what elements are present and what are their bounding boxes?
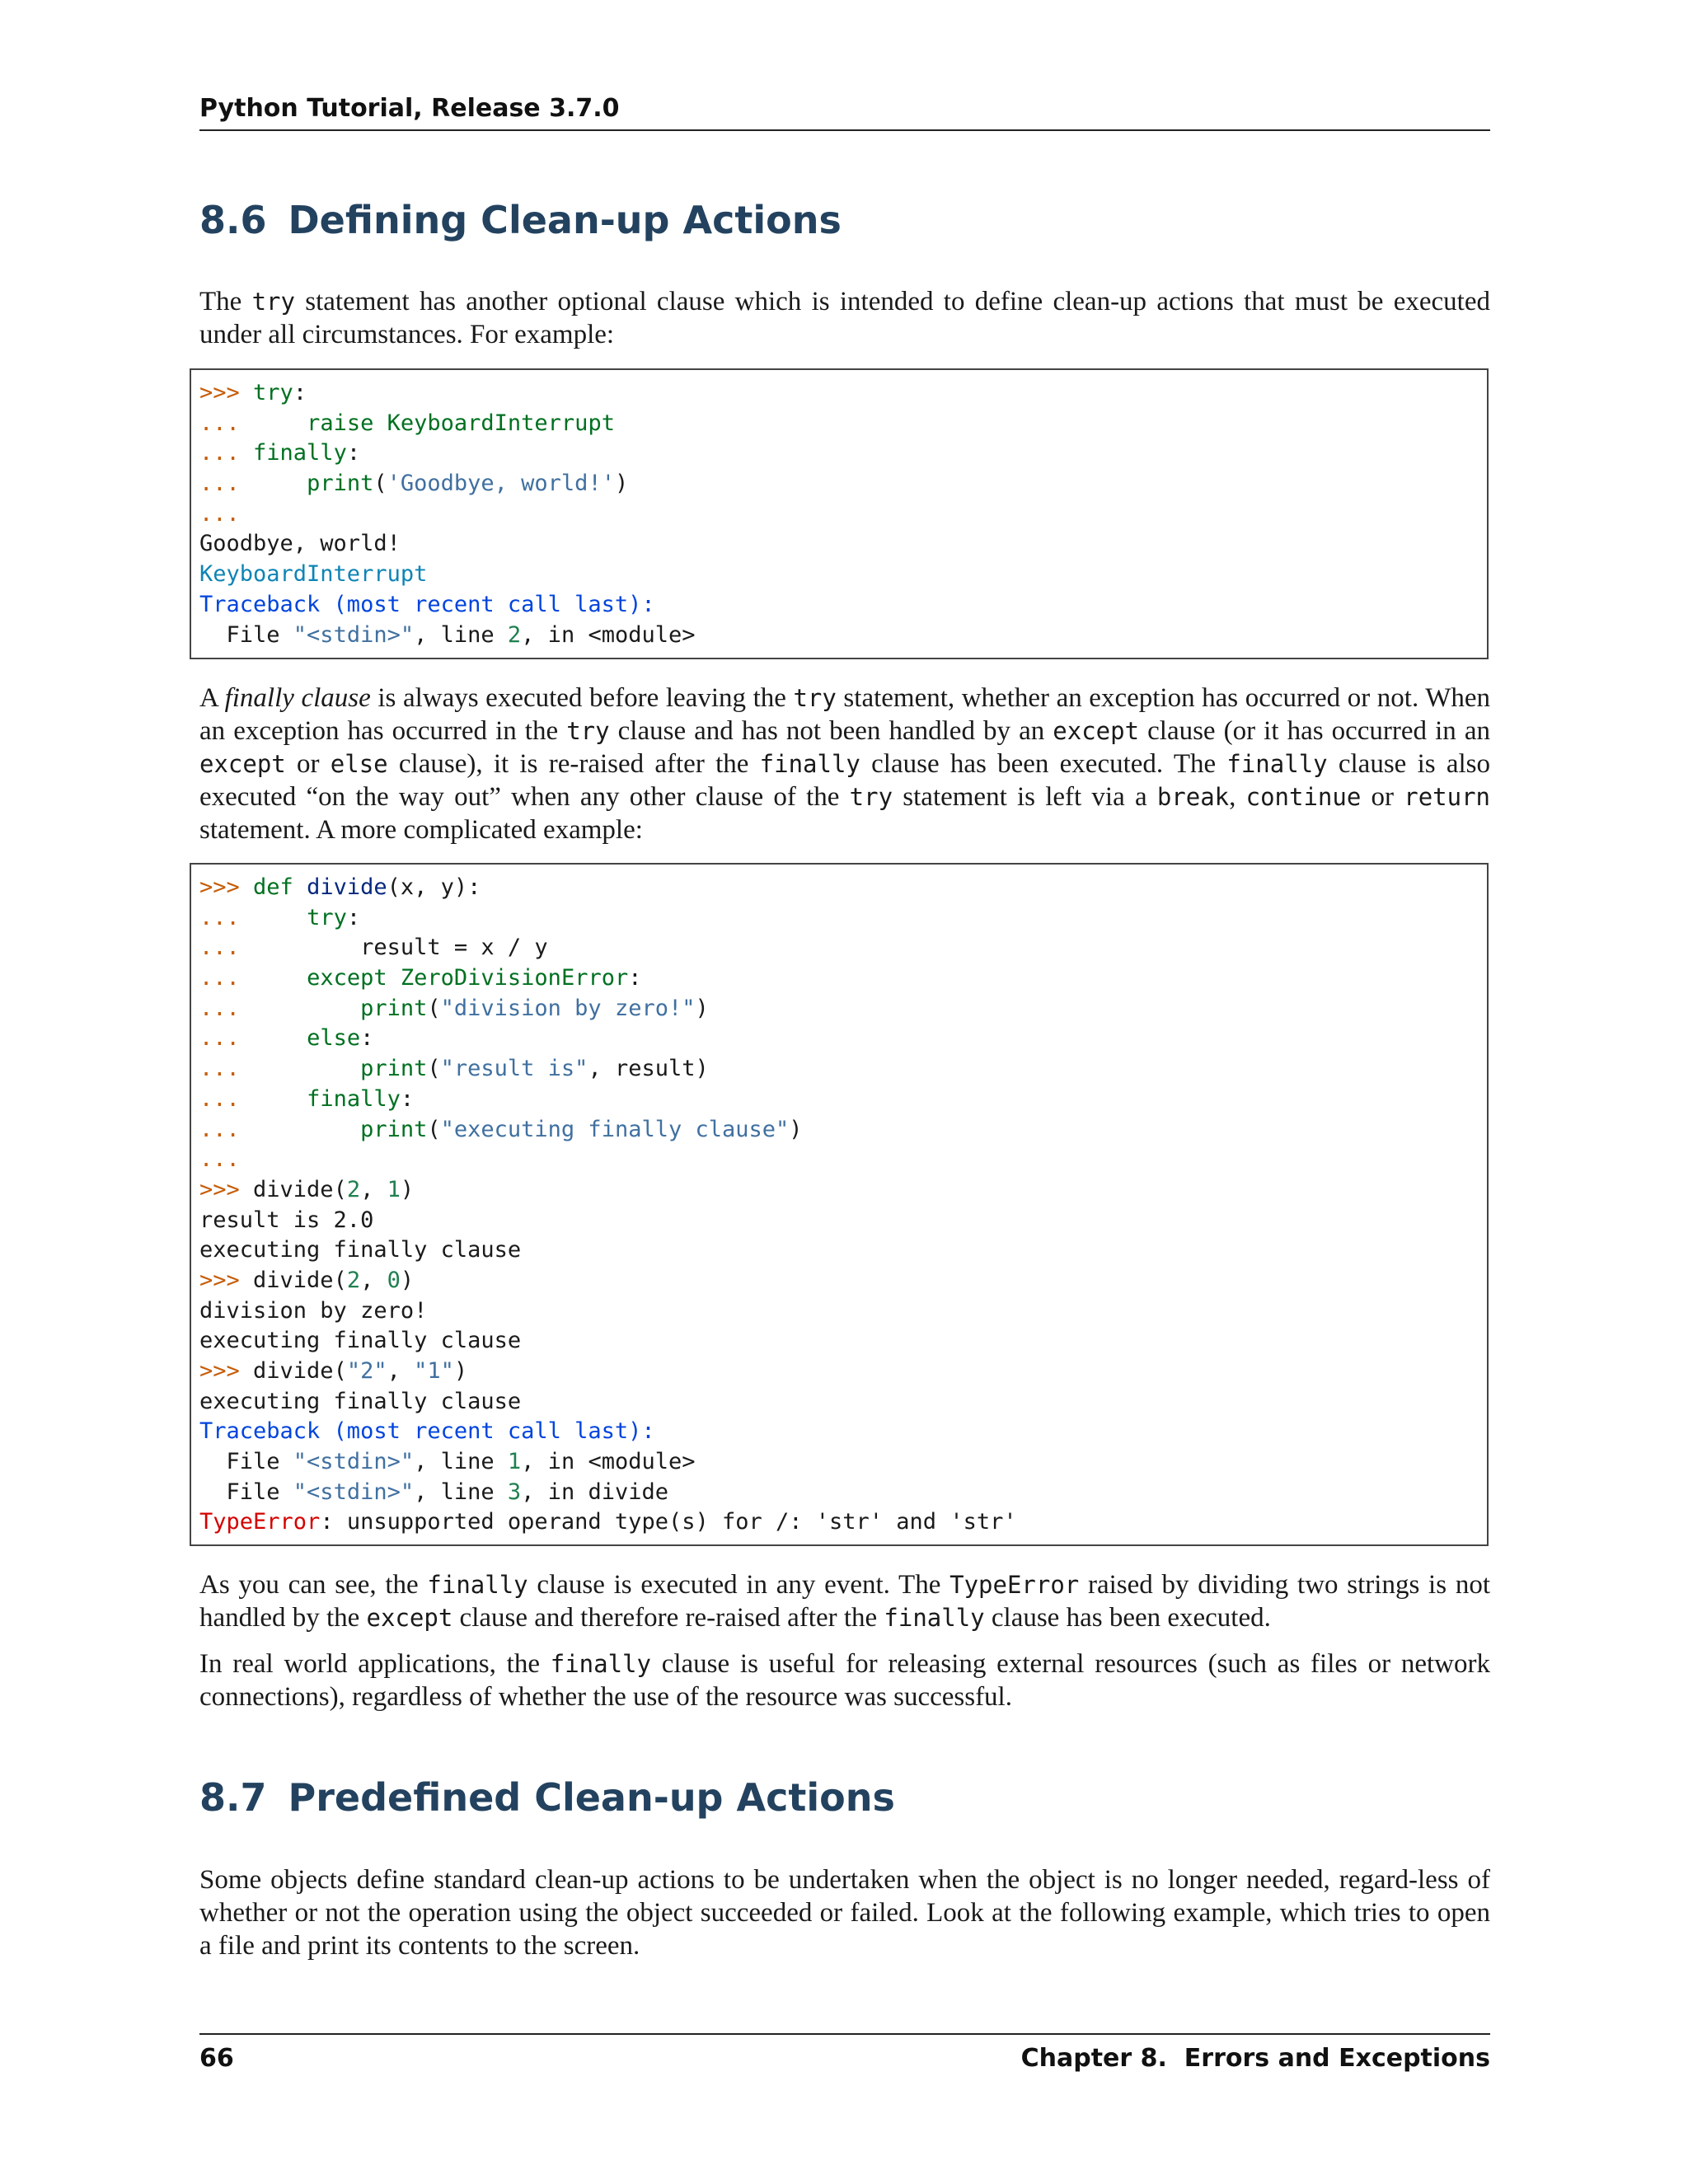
code-line: [199, 438, 1487, 469]
footer-rule: [199, 2033, 1490, 2035]
paragraph-text: clause has been executed. The: [860, 749, 1227, 779]
paragraph-text: clause and therefore re-raised after the: [452, 1603, 884, 1633]
code-token-prompt: >>>: [199, 1358, 254, 1384]
code-line: [199, 903, 1487, 934]
code-token-plain: [253, 996, 360, 1021]
code-token-plain: (: [427, 1056, 441, 1082]
code-line: [199, 1175, 1487, 1206]
code-token-str: "1": [414, 1358, 454, 1384]
section-number: 8.7: [199, 1775, 267, 1820]
code-token-str: "2": [346, 1358, 387, 1384]
code-line: [199, 1326, 1487, 1357]
code-token-plain: [253, 1056, 360, 1081]
code-token-prompt: ...: [199, 1116, 254, 1142]
code-token-plain: , in <module>: [521, 1449, 696, 1475]
paragraph-text: statement. A more complicated example:: [199, 815, 643, 845]
code-line: [199, 1357, 1487, 1387]
code-token-plain: File: [199, 621, 293, 648]
code-token-prompt: ...: [199, 995, 254, 1021]
code-token-plain: divide(: [253, 1267, 347, 1293]
inline-code: except: [1053, 717, 1140, 745]
code-token-plain: executing finally clause: [199, 1237, 522, 1263]
code-token-prompt: >>>: [199, 380, 254, 405]
code-line: [199, 1145, 1487, 1175]
code-line: [199, 1296, 1487, 1327]
code-line: [199, 560, 1487, 590]
code-token-prompt: >>>: [199, 874, 254, 900]
code-token-prompt: ...: [199, 1056, 254, 1082]
code-token-plain: (: [427, 1116, 441, 1142]
code-token-plain: result is 2.0: [199, 1207, 374, 1233]
code-token-plain: ): [400, 1176, 415, 1202]
code-token-plain: [253, 410, 307, 436]
code-token-str: 'Goodbye, world!': [387, 471, 615, 497]
code-token-kw: raise: [307, 410, 374, 436]
code-line: [199, 1024, 1487, 1054]
section-heading-8-7: [199, 1773, 1490, 1822]
section-title-text: Predefined Clean-up Actions: [288, 1775, 895, 1820]
code-token-plain: :: [346, 440, 361, 466]
code-token-plain: ): [453, 1358, 468, 1384]
code-token-plain: ,: [360, 1267, 387, 1293]
code-token-plain: executing finally clause: [199, 1388, 522, 1414]
code-example-divide: [190, 863, 1489, 1546]
paragraph-text: statement is left via a: [893, 782, 1157, 812]
code-token-prompt: >>>: [199, 1267, 254, 1293]
code-token-prompt: ...: [199, 904, 254, 930]
code-token-num: 0: [387, 1267, 401, 1293]
code-line: [199, 1206, 1487, 1236]
code-token-kw: print: [307, 471, 374, 497]
paragraph-text: clause is also executed “on the way out” when any other clause of the: [199, 749, 1491, 812]
inline-code: try: [251, 288, 295, 316]
paragraph-text: A: [199, 683, 225, 713]
code-token-kw: else: [307, 1025, 361, 1052]
paragraph-text: statement, whether an exception has occurred or not. When an exception has occurred in the: [199, 683, 1490, 746]
code-token-prompt: ...: [199, 1146, 240, 1173]
code-line: [199, 409, 1487, 439]
inline-code: finally: [1226, 750, 1328, 778]
paragraph-text: clause), it is re-raised after the: [387, 749, 760, 779]
inline-code: finally: [759, 750, 860, 778]
after-paragraph-1: [199, 1568, 1490, 1634]
code-token-plain: ,: [387, 1358, 415, 1384]
inline-code: finally: [550, 1650, 651, 1678]
code-line: [199, 499, 1487, 530]
paragraph-text: Some objects define standard clean-up actions to be undertaken when the object is no longer needed, regard-less of whether or not the operation using the object succeeded or failed. Look at the following example, which tries to open a file and print its contents to the screen.: [199, 1865, 1490, 1961]
code-example-try-finally: [190, 368, 1489, 659]
code-token-plain: [253, 1025, 307, 1051]
inline-code: continue: [1245, 783, 1362, 811]
paragraph-text: clause and has not been handled by an: [609, 716, 1053, 746]
code-token-plain: ,: [360, 1176, 387, 1202]
code-token-prompt: ...: [199, 410, 254, 436]
code-token-kw: print: [360, 1116, 428, 1142]
code-token-num: 3: [507, 1479, 522, 1505]
code-token-num: 2: [507, 621, 522, 648]
code-token-err: TypeError: [199, 1509, 321, 1535]
inline-code: break: [1156, 783, 1230, 811]
code-token-str: "executing finally clause": [440, 1116, 790, 1142]
code-token-kw: print: [360, 995, 428, 1021]
code-line: [199, 873, 1487, 903]
header-rule: [199, 129, 1490, 131]
code-token-plain: [253, 1117, 360, 1142]
code-line: [199, 1478, 1487, 1508]
code-token-plain: divide(: [253, 1358, 347, 1384]
after-paragraph-2: [199, 1647, 1490, 1713]
code-token-plain: ): [400, 1267, 415, 1293]
intro-text-2: statement has another optional clause which is intended to define clean-up actions that must be executed under all circumstances. For example:: [199, 287, 1490, 349]
code-line: [199, 1235, 1487, 1266]
section-heading-8-6: [199, 195, 1490, 245]
code-token-plain: [293, 874, 307, 900]
inline-code: finally: [427, 1571, 528, 1599]
paragraph-text: ,: [1229, 782, 1246, 812]
paragraph-text: In real world applications, the: [199, 1649, 551, 1679]
code-token-kw: def: [253, 874, 293, 900]
code-token-plain: :: [360, 1025, 374, 1052]
code-token-plain: (x, y):: [387, 874, 481, 900]
inline-code: except: [366, 1604, 453, 1632]
paragraph-text: or: [285, 749, 331, 779]
paragraph-text: raised by dividing two strings is not handled by the: [199, 1570, 1490, 1633]
paragraph-text: clause is useful for releasing external resources (such as files or network connections), regardless of whether the use of the resource was successful.: [199, 1649, 1490, 1712]
code-token-prompt: ...: [199, 500, 240, 527]
code-token-kw: except: [307, 965, 387, 991]
code-token-plain: divide(: [253, 1176, 347, 1202]
code-line: [199, 1085, 1487, 1115]
paragraph-text: clause is executed in any event. The: [528, 1570, 950, 1600]
footer-chapter-title: Chapter 8. Errors and Exceptions: [1020, 2044, 1490, 2073]
section-number: 8.6: [199, 198, 267, 242]
code-token-str: "result is": [440, 1056, 588, 1082]
section-title-text: Defining Clean-up Actions: [288, 198, 842, 242]
paragraph-text: clause (or it has occurred in an: [1139, 716, 1490, 746]
code-token-plain: [253, 905, 307, 930]
section-8-7-paragraph: [199, 1863, 1490, 1962]
code-token-plain: executing finally clause: [199, 1328, 522, 1354]
code-token-kw: finally: [307, 1085, 401, 1112]
code-token-plain: division by zero!: [199, 1297, 428, 1324]
code-token-plain: , in <module>: [521, 621, 696, 648]
code-token-plain: : unsupported operand type(s) for /: 'str' and 'str': [320, 1509, 1017, 1535]
code-token-plain: , line: [414, 621, 508, 648]
inline-code: except: [199, 750, 286, 778]
code-token-plain: File: [199, 1479, 293, 1505]
code-token-kw: finally: [253, 440, 347, 466]
code-token-kw: KeyboardInterrupt: [387, 410, 615, 436]
code-token-plain: File: [199, 1449, 293, 1475]
code-line: [199, 1266, 1487, 1296]
inline-code: try: [849, 783, 893, 811]
paragraph-text: is always executed before leaving the: [370, 683, 794, 713]
inline-code: return: [1404, 783, 1491, 811]
code-token-plain: ): [789, 1116, 803, 1142]
code-token-plain: , line: [414, 1449, 508, 1475]
code-line: [199, 1115, 1487, 1146]
code-token-prompt: ...: [199, 1085, 254, 1112]
code-token-prompt: ...: [199, 965, 254, 991]
code-token-str: "<stdin>": [293, 621, 415, 648]
code-token-plain: [373, 410, 387, 436]
code-token-kw: print: [360, 1056, 428, 1082]
code-token-plain: (: [373, 471, 387, 497]
paragraph-text: As you can see, the: [199, 1570, 428, 1600]
inline-code: else: [330, 750, 388, 778]
inline-code: finally: [884, 1604, 985, 1632]
code-token-plain: , in divide: [521, 1479, 668, 1505]
code-line: [199, 590, 1487, 621]
intro-text-1: The: [199, 287, 252, 316]
code-token-plain: :: [293, 380, 307, 405]
running-header: Python Tutorial, Release 3.7.0: [199, 94, 620, 123]
code-token-prompt: ...: [199, 440, 254, 466]
code-token-tb: Traceback (most recent call last):: [199, 1418, 655, 1445]
code-token-plain: [253, 1086, 307, 1112]
code-token-plain: :: [400, 1085, 415, 1112]
intro-paragraph: [199, 285, 1490, 351]
code-token-str: "division by zero!": [440, 995, 696, 1021]
code-line: [199, 621, 1487, 651]
code-token-prompt: >>>: [199, 1176, 254, 1202]
emphasized-term: finally clause: [224, 683, 371, 713]
code-token-prompt: ...: [199, 471, 254, 497]
code-token-prompt: ...: [199, 1025, 254, 1052]
finally-paragraph: [199, 682, 1490, 846]
inline-code: try: [793, 684, 837, 712]
code-line: [199, 963, 1487, 994]
code-token-plain: ): [695, 995, 709, 1021]
code-token-kw: ZeroDivisionError: [400, 965, 629, 991]
inline-code: TypeError: [950, 1571, 1080, 1599]
code-token-plain: , line: [414, 1479, 508, 1505]
code-token-str: "<stdin>": [293, 1449, 415, 1475]
code-line: [199, 1054, 1487, 1085]
document-page: [199, 0, 1490, 2184]
code-line: [199, 1507, 1487, 1538]
code-line: [199, 994, 1487, 1024]
code-token-num: 2: [346, 1176, 361, 1202]
code-token-plain: Goodbye, world!: [199, 531, 401, 557]
code-line: [199, 378, 1487, 409]
code-token-plain: :: [628, 965, 642, 991]
code-token-kw: try: [307, 904, 347, 930]
code-line: [199, 469, 1487, 499]
code-line: [199, 1417, 1487, 1447]
code-token-plain: [253, 471, 307, 496]
paragraph-text: clause has been executed.: [984, 1603, 1271, 1633]
code-token-num: 1: [507, 1449, 522, 1475]
code-token-plain: result = x / y: [253, 935, 548, 961]
code-line: [199, 529, 1487, 560]
code-token-plain: , result): [588, 1056, 709, 1082]
code-line: [199, 933, 1487, 963]
code-token-prompt: ...: [199, 935, 254, 961]
code-token-plain: [387, 965, 401, 991]
code-token-tb: Traceback (most recent call last):: [199, 591, 655, 617]
code-token-exc: KeyboardInterrupt: [199, 561, 428, 588]
code-token-plain: :: [346, 904, 361, 930]
code-token-num: 2: [346, 1267, 361, 1293]
code-line: [199, 1387, 1487, 1418]
code-token-plain: [253, 965, 307, 991]
page-number: 66: [199, 2044, 234, 2073]
code-token-kw: try: [253, 380, 293, 405]
code-token-num: 1: [387, 1176, 401, 1202]
code-token-str: "<stdin>": [293, 1479, 415, 1505]
inline-code: try: [566, 717, 610, 745]
paragraph-text: or: [1361, 782, 1404, 812]
code-token-fn: divide: [307, 874, 387, 900]
code-token-plain: (: [427, 995, 441, 1021]
code-line: [199, 1447, 1487, 1478]
code-token-plain: ): [614, 471, 629, 497]
